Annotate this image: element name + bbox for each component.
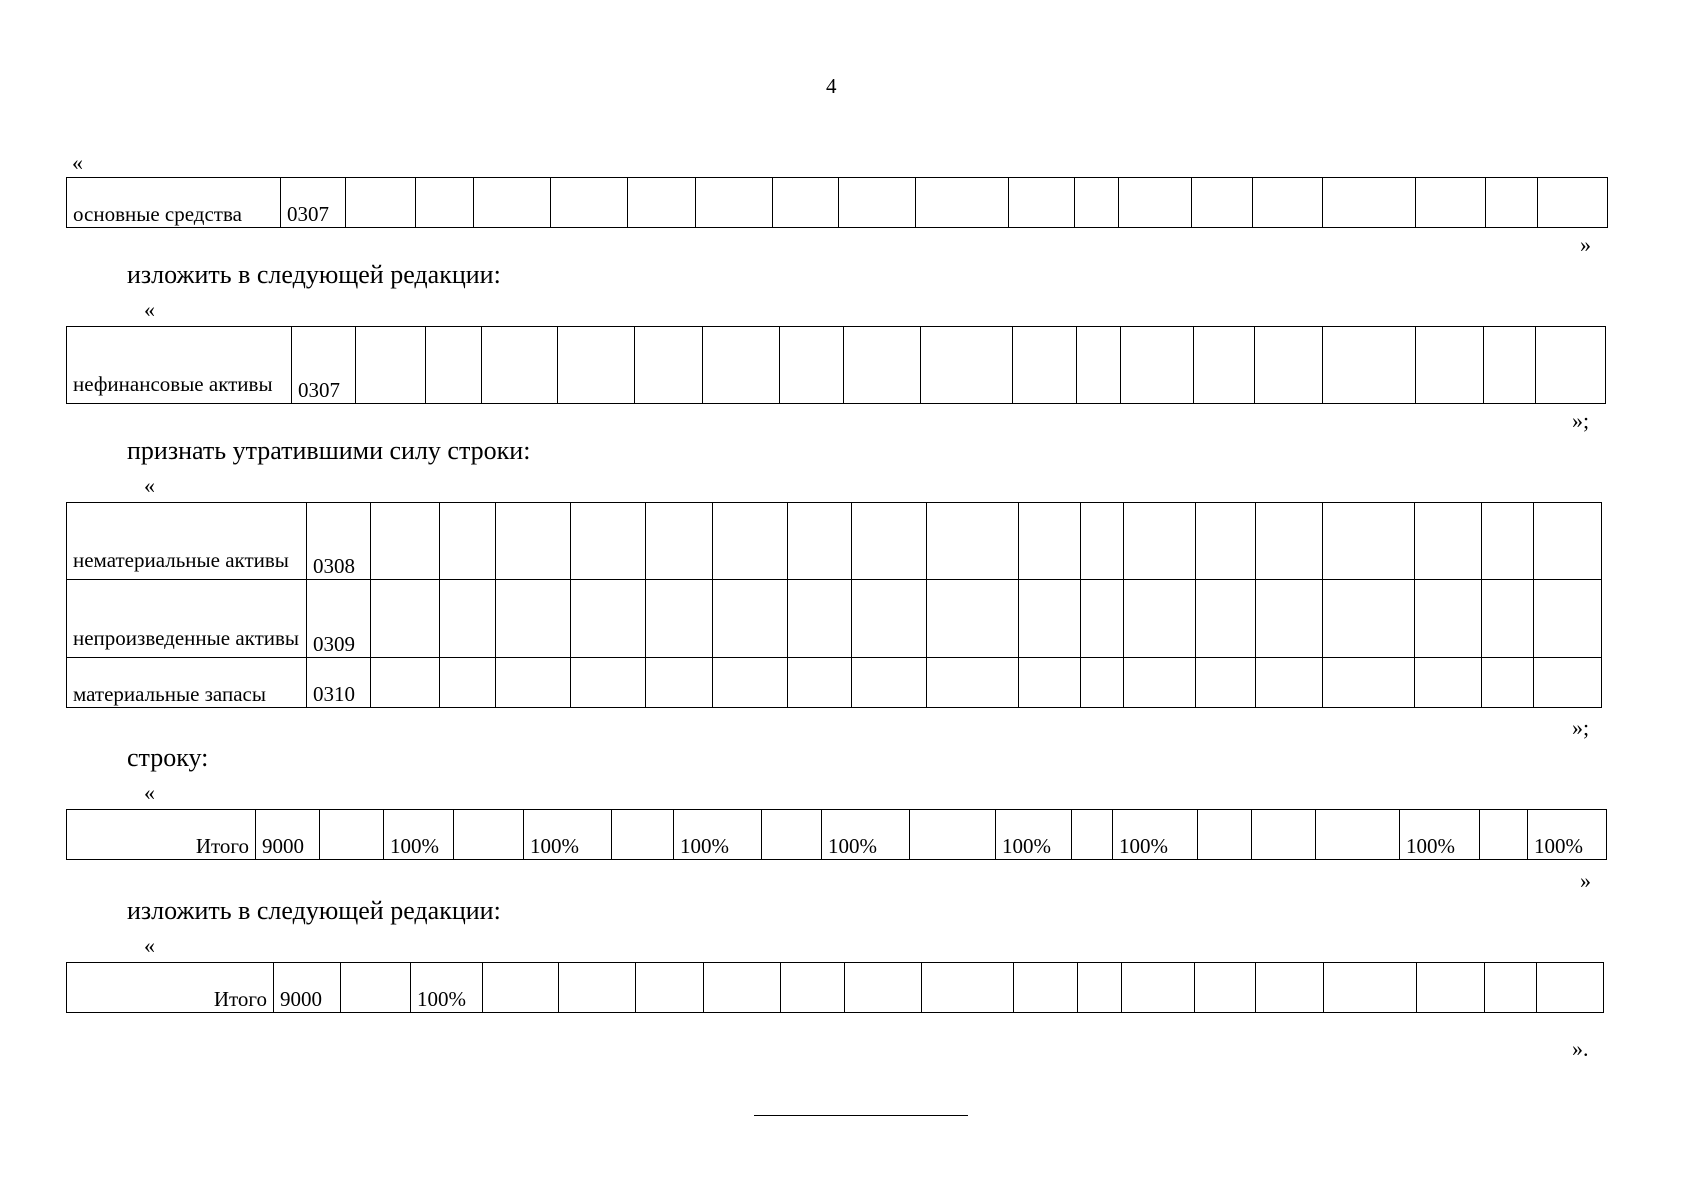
value-cell: [1077, 327, 1121, 404]
value-cell: [1194, 327, 1255, 404]
value-cell: [612, 810, 674, 860]
value-cell: [1537, 963, 1604, 1013]
value-cell: [1192, 178, 1253, 228]
open-quote: «: [72, 150, 83, 175]
value-cell: [910, 810, 996, 860]
open-quote: «: [144, 297, 155, 322]
value-cell: [1256, 963, 1324, 1013]
row-name: Итого: [67, 810, 256, 860]
value-cell: [1014, 963, 1078, 1013]
value-cell: 100%: [822, 810, 910, 860]
value-cell: [454, 810, 524, 860]
value-cell: [788, 658, 852, 708]
value-cell: [1482, 658, 1534, 708]
row-code: 0307: [281, 178, 346, 228]
table-removed-rows: [66, 502, 1602, 708]
value-cell: [1122, 963, 1195, 1013]
value-cell: [1256, 503, 1323, 580]
value-cell: [852, 580, 927, 658]
value-cell: [1253, 178, 1323, 228]
value-cell: [440, 580, 496, 658]
value-cell: [916, 178, 1009, 228]
value-cell: [1538, 178, 1608, 228]
row-name: непроизведенные активы: [67, 580, 307, 658]
value-cell: 100%: [524, 810, 612, 860]
value-cell: [1482, 503, 1534, 580]
value-cell: [371, 580, 440, 658]
value-cell: [440, 503, 496, 580]
value-cell: [496, 580, 571, 658]
value-cell: [1415, 658, 1482, 708]
value-cell: [1482, 580, 1534, 658]
value-cell: [845, 963, 922, 1013]
value-cell: [571, 503, 646, 580]
row-name: нематериальные активы: [67, 503, 307, 580]
instruction-text: изложить в следующей редакции:: [127, 260, 501, 289]
value-cell: [635, 327, 703, 404]
value-cell: [773, 178, 839, 228]
value-cell: [1485, 963, 1537, 1013]
close-quote: »: [1580, 232, 1591, 257]
value-cell: [1323, 178, 1416, 228]
value-cell: [1124, 658, 1196, 708]
value-cell: [474, 178, 551, 228]
page-number: 4: [826, 74, 837, 98]
value-cell: [788, 503, 852, 580]
value-cell: [927, 580, 1019, 658]
value-cell: [1416, 327, 1484, 404]
value-cell: [1196, 503, 1256, 580]
value-cell: [482, 327, 558, 404]
value-cell: [1534, 580, 1602, 658]
value-cell: [1019, 658, 1081, 708]
value-cell: [496, 503, 571, 580]
value-cell: [1198, 810, 1252, 860]
open-quote: «: [144, 933, 155, 958]
value-cell: [1195, 963, 1256, 1013]
value-cell: [1119, 178, 1192, 228]
value-cell: [1124, 503, 1196, 580]
value-cell: [346, 178, 416, 228]
value-cell: [1316, 810, 1400, 860]
close-quote: »;: [1572, 715, 1590, 740]
value-cell: [781, 963, 845, 1013]
value-cell: [1124, 580, 1196, 658]
value-cell: [704, 963, 781, 1013]
value-cell: [696, 178, 773, 228]
value-cell: [1196, 658, 1256, 708]
value-cell: [703, 327, 780, 404]
footer-rule: [754, 1115, 968, 1116]
value-cell: [927, 658, 1019, 708]
close-quote: ».: [1572, 1036, 1589, 1061]
table-original-row: [66, 177, 1608, 228]
value-cell: [921, 327, 1013, 404]
value-cell: [839, 178, 916, 228]
value-cell: [1323, 503, 1415, 580]
value-cell: [713, 658, 788, 708]
value-cell: [558, 327, 635, 404]
value-cell: [1252, 810, 1316, 860]
row-code: 0308: [307, 503, 371, 580]
value-cell: [1323, 658, 1415, 708]
value-cell: [416, 178, 474, 228]
value-cell: [628, 178, 696, 228]
value-cell: [922, 963, 1014, 1013]
value-cell: [1081, 580, 1124, 658]
value-cell: [713, 503, 788, 580]
row-name: Итого: [67, 963, 274, 1013]
value-cell: [1081, 658, 1124, 708]
value-cell: [371, 658, 440, 708]
value-cell: [1081, 503, 1124, 580]
value-cell: [1534, 658, 1602, 708]
value-cell: [571, 658, 646, 708]
instruction-text: изложить в следующей редакции:: [127, 896, 501, 925]
row-code: 9000: [256, 810, 320, 860]
instruction-text: признать утратившими силу строки:: [127, 436, 531, 465]
value-cell: [927, 503, 1019, 580]
value-cell: [1484, 327, 1536, 404]
value-cell: [788, 580, 852, 658]
value-cell: [426, 327, 482, 404]
row-name: нефинансовые активы: [67, 327, 292, 404]
row-name: основные средства: [67, 178, 281, 228]
value-cell: [1417, 963, 1485, 1013]
value-cell: [559, 963, 636, 1013]
value-cell: [646, 658, 713, 708]
row-code: 0310: [307, 658, 371, 708]
value-cell: [341, 963, 411, 1013]
value-cell: [356, 327, 426, 404]
value-cell: [1534, 503, 1602, 580]
value-cell: [1536, 327, 1606, 404]
row-name: материальные запасы: [67, 658, 307, 708]
value-cell: [1486, 178, 1538, 228]
value-cell: [636, 963, 704, 1013]
open-quote: «: [144, 780, 155, 805]
value-cell: [646, 580, 713, 658]
value-cell: [1009, 178, 1075, 228]
value-cell: 100%: [674, 810, 762, 860]
row-code: 0307: [292, 327, 356, 404]
value-cell: [1121, 327, 1194, 404]
value-cell: 100%: [996, 810, 1072, 860]
value-cell: [483, 963, 559, 1013]
value-cell: 100%: [1528, 810, 1607, 860]
value-cell: [852, 658, 927, 708]
close-quote: »;: [1572, 408, 1590, 433]
value-cell: [713, 580, 788, 658]
row-code: 9000: [274, 963, 341, 1013]
value-cell: [371, 503, 440, 580]
value-cell: [1323, 580, 1415, 658]
value-cell: [440, 658, 496, 708]
open-quote: «: [144, 473, 155, 498]
row-code: 0309: [307, 580, 371, 658]
table-total-new: [66, 962, 1604, 1013]
instruction-text: строку:: [127, 743, 209, 772]
value-cell: [1078, 963, 1122, 1013]
value-cell: [320, 810, 384, 860]
value-cell: [1019, 503, 1081, 580]
value-cell: [1480, 810, 1528, 860]
value-cell: [1256, 658, 1323, 708]
value-cell: [844, 327, 921, 404]
table-new-row: [66, 326, 1606, 404]
value-cell: 100%: [1113, 810, 1198, 860]
value-cell: 100%: [411, 963, 483, 1013]
value-cell: 100%: [1400, 810, 1480, 860]
value-cell: [762, 810, 822, 860]
value-cell: [1416, 178, 1486, 228]
value-cell: [1013, 327, 1077, 404]
value-cell: [571, 580, 646, 658]
value-cell: [1196, 580, 1256, 658]
value-cell: [1256, 580, 1323, 658]
value-cell: [496, 658, 571, 708]
value-cell: [780, 327, 844, 404]
table-total-original: [66, 809, 1607, 860]
value-cell: [1255, 327, 1323, 404]
value-cell: [1075, 178, 1119, 228]
value-cell: [1072, 810, 1113, 860]
value-cell: [646, 503, 713, 580]
value-cell: [1323, 327, 1416, 404]
value-cell: [551, 178, 628, 228]
close-quote: »: [1580, 868, 1591, 893]
value-cell: [852, 503, 927, 580]
value-cell: [1415, 580, 1482, 658]
value-cell: 100%: [384, 810, 454, 860]
value-cell: [1415, 503, 1482, 580]
value-cell: [1324, 963, 1417, 1013]
value-cell: [1019, 580, 1081, 658]
